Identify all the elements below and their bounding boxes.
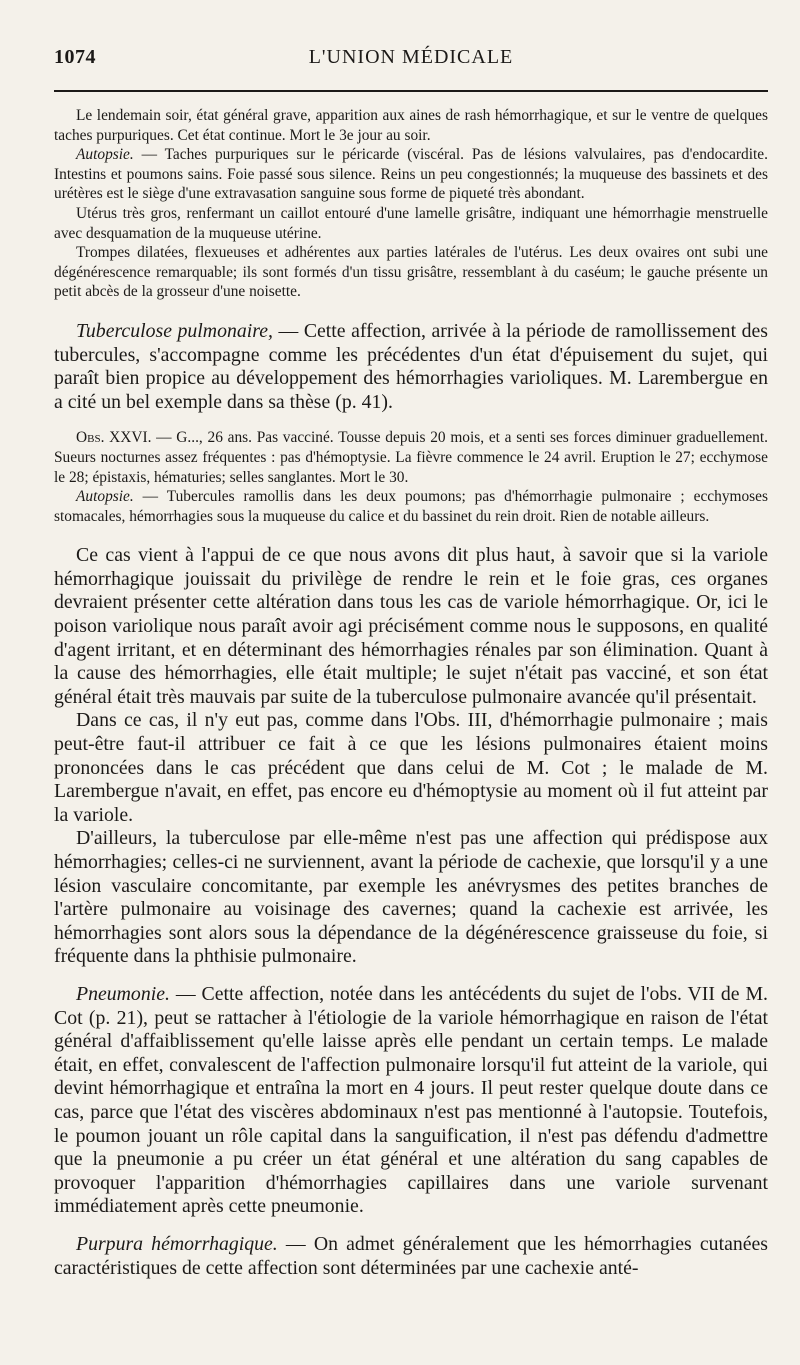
page-header <box>54 40 768 74</box>
tuberculose-text: — Cette affection, arrivée à la période de ramollissement des tubercules, s'accompagne comme les précédentes d'un état d'épuisement du sujet, qui paraît bien propice au développement des hémorrhagies varioliques. M. Larembergue en a cité un bel exemple dans sa thèse (p. 41). <box>54 319 768 413</box>
obs-b-autopsy-text: — Tubercules ramollis dans les deux poumons; pas d'hémorrhagie pulmonaire ; ecchymoses stomacales, hémorrhagies sous la muqueuse du calice et du bassinet du rein droit. Rien de notable ailleurs. <box>54 488 768 525</box>
tuberculose-paragraph <box>54 320 768 414</box>
pneumonie-label: Pneumonie. <box>76 982 170 1005</box>
obs-b-paragraph <box>54 428 768 487</box>
autopsy-label: Autopsie. <box>76 146 134 164</box>
obs-a-paragraph-4: Trompes dilatées, flexueuses et adhérentes aux parties latérales de l'utérus. Les deux ovaires ont subi une dégénérescence remarquable; ils sont formés d'un tissu grisâtre, ressemblant à du caséum; le gauche présente un petit abcès de la grosseur d'une noisette. <box>54 244 768 301</box>
pneumonie-paragraph <box>54 983 768 1219</box>
obs-a-paragraph-3: Utérus très gros, renfermant un caillot entouré d'une lamelle grisâtre, indiquant une hémorrhagie menstruelle avec desquamation de la muqueuse utérine. <box>54 204 768 242</box>
purpura-label: Purpura hémorrhagique. <box>76 1232 278 1255</box>
page-number: 1074 <box>54 46 96 68</box>
running-title: L'UNION MÉDICALE <box>308 46 514 68</box>
obs-b-autopsy-paragraph <box>54 487 768 526</box>
tuberculose-label: Tuberculose pulmonaire, <box>76 319 273 342</box>
discussion-paragraph-1: Ce cas vient à l'appui de ce que nous avons dit plus haut, à savoir que si la variole hémorrhagique jouissait du privilège de rendre le rein et le foie gras, ces organes devraient présenter cette altération dans tous les cas de variole hémorrhagique. Or, ici le poison variolique nous paraît avoir agi précisément comme nous le supposons, en qualité d'agent irritant, et en déterminant des hémorrhagies rénales par son élimination. Quant à la cause des hémorrhagies, elle était multiple; le sujet n'était pas vacciné, et son état général était très mauvais par suite de la tuberculose pulmonaire avancée qu'il présentait. <box>54 544 768 708</box>
obs-b-autopsy-label: Autopsie. <box>76 488 134 506</box>
purpura-paragraph <box>54 1233 768 1280</box>
discussion-paragraph-3: D'ailleurs, la tuberculose par elle-même n'est pas une affection qui prédispose aux hémorrhagies; celles-ci ne surviennent, avant la période de cachexie, que lorsqu'il y a une lésion vasculaire concomitante, par exemple les anévrysmes des petites branches de l'artère pulmonaire au voisinage des cavernes; quand la cachexie est arrivée, les hémorrhagies sont alors sous la dépendance de la dégénérescence graisseuse du foie, si fréquente dans la phthisie pulmonaire. <box>54 827 768 968</box>
obs-a-autopsy-paragraph <box>54 145 768 204</box>
obs-b-text: — G..., 26 ans. Pas vacciné. Tousse depuis 20 mois, et a senti ses forces diminuer graduellement. Sueurs nocturnes assez fréquentes : pas d'hémoptysie. La fièvre commence le 24 avril. Eruption le 27; ecchymose le 28; épistaxis, hématuries; selles sanglantes. Mort le 30. <box>54 429 768 486</box>
header-rule <box>54 90 768 92</box>
discussion-paragraph-2: Dans ce cas, il n'y eut pas, comme dans l'Obs. III, d'hémorrhagie pulmonaire ; mais peut-être faut-il attribuer ce fait à ce que les lésions pulmonaires étaient moins prononcées dans le cas précédent que dans celui de M. Cot ; le malade de M. Larembergue n'avait, en effet, pas encore eu d'hémoptysie au moment où il fut atteint par la variole. <box>54 709 768 826</box>
autopsy-text: — Taches purpuriques sur le péricarde (viscéral. Pas de lésions valvulaires, pas d'endocardite. Intestins et poumons sains. Foie passé sous silence. Reins un peu congestionnés; la muqueuse des bassinets et des urétères est le siège d'une extravasation sanguine sous forme de piqueté très abondant. <box>54 146 768 203</box>
purpura-text: — On admet généralement que les hémorrhagies cutanées caractéristiques de cette affection sont déterminées par une cachexie anté- <box>54 1232 768 1279</box>
obs-a-paragraph-1: Le lendemain soir, état général grave, apparition aux aines de rash hémorrhagique, et sur le ventre de quelques taches purpuriques. Cet état continue. Mort le 3e jour au soir. <box>54 107 768 144</box>
obs-b-label: Obs. XXVI. <box>76 429 152 447</box>
pneumonie-text: — Cette affection, notée dans les antécédents du sujet de l'obs. VII de M. Cot (p. 21), peut se rattacher à l'étiologie de la variole hémorrhagique en raison de l'état général d'affaiblissement qu'elle laisse après elle pendant un certain temps. Le malade était, en effet, convalescent de l'affection pulmonaire lorsqu'il fut atteint de la variole, qui devint hémorrhagique et entraîna la mort en 4 jours. Il peut rester quelque doute dans ce cas, parce que l'état des viscères abdominaux n'est pas mentionné à l'autopsie. Toutefois, le poumon jouant un rôle capital dans la sanguification, il n'est pas défendu d'admettre que la pneumonie a pu créer un état général et une altération du sang capables de provoquer l'apparition d'hémorrhagies capillaires dans une variole survenant immédiatement après cette pneumonie. <box>54 982 768 1218</box>
